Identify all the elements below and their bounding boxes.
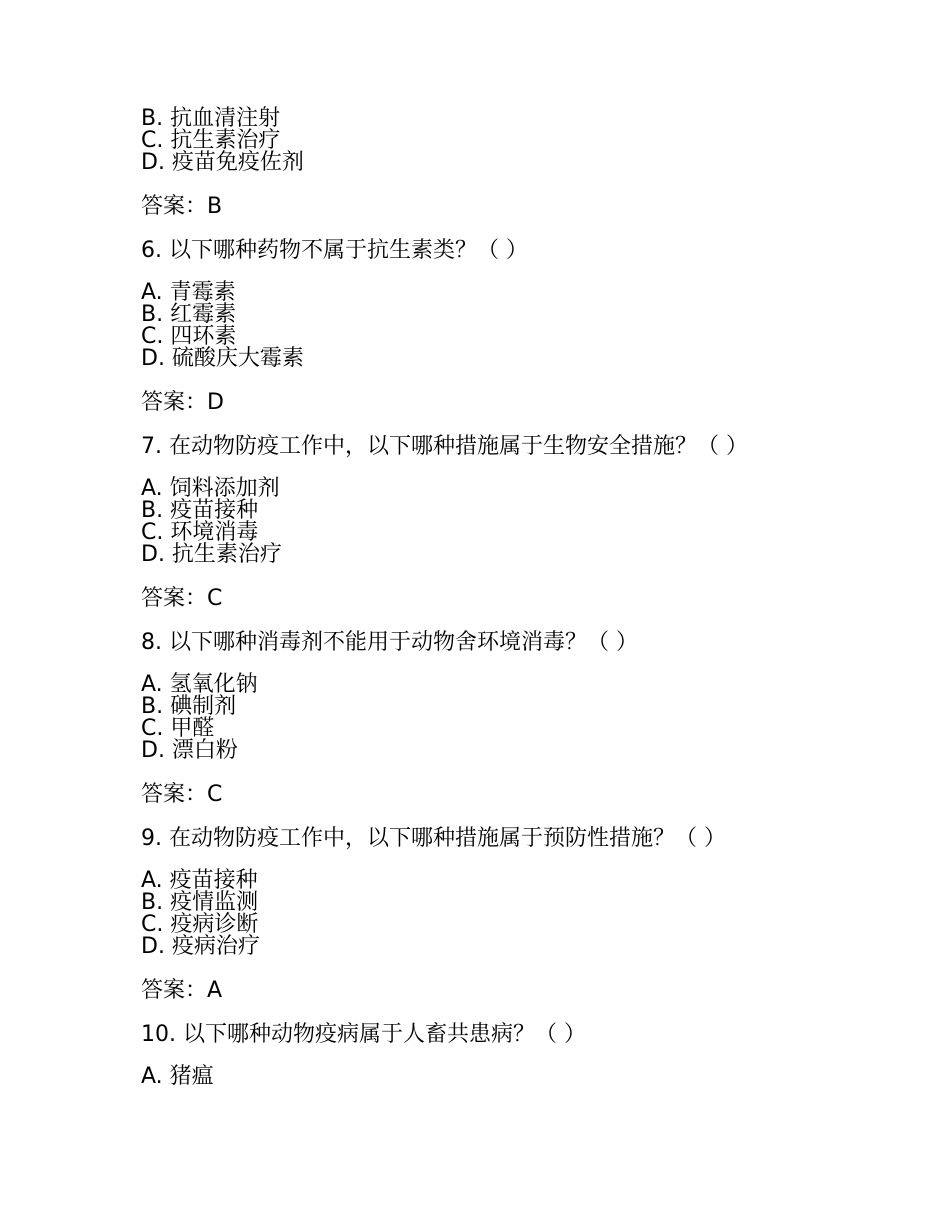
answer-label: 答案：: [141, 782, 208, 807]
option-item: A. 饲料添加剂: [141, 476, 280, 501]
answer-line: [141, 194, 821, 220]
question-text: 在动物防疫工作中，以下哪种措施属于生物安全措施？（ ）: [169, 434, 748, 459]
answer-value: B: [207, 194, 223, 219]
option-list: [141, 1066, 821, 1088]
option-item: D. 疫苗免疫佐剂: [141, 150, 304, 175]
question-number: 8.: [141, 630, 162, 655]
question-spacer: [162, 826, 169, 851]
option-list: [141, 108, 821, 174]
question: [141, 1022, 821, 1048]
question-spacer: [162, 630, 169, 655]
option-item: D. 硫酸庆大霉素: [141, 346, 304, 371]
question-number: 10.: [141, 1022, 176, 1047]
answer-line: [141, 390, 821, 416]
question-spacer: [176, 1022, 183, 1047]
option-item: C. 环境消毒: [141, 520, 259, 545]
option-item: A. 疫苗接种: [141, 868, 258, 893]
answer-line: [141, 978, 821, 1004]
answer-value: C: [207, 586, 223, 611]
option-item: B. 抗血清注射: [141, 106, 281, 131]
quiz-content: [141, 108, 821, 1088]
option-item: D. 漂白粉: [141, 738, 238, 763]
option-item: A. 氢氧化钠: [141, 672, 258, 697]
option-list: [141, 282, 821, 370]
question-text: 以下哪种动物疫病属于人畜共患病？（ ）: [183, 1022, 586, 1047]
option-item: C. 抗生素治疗: [141, 128, 281, 153]
question-text: 在动物防疫工作中，以下哪种措施属于预防性措施？（ ）: [169, 826, 726, 851]
answer-label: 答案：: [141, 586, 208, 611]
question-number: 7.: [141, 434, 162, 459]
option-item: D. 疫病治疗: [141, 934, 260, 959]
option-item: B. 红霉素: [141, 302, 237, 327]
option-item: B. 碘制剂: [141, 694, 237, 719]
answer-line: [141, 586, 821, 612]
option-item: C. 四环素: [141, 324, 237, 349]
option-list: [141, 870, 821, 958]
question-text: 以下哪种消毒剂不能用于动物舍环境消毒？（ ）: [169, 630, 638, 655]
answer-value: A: [207, 978, 223, 1003]
question: [141, 630, 821, 656]
option-item: C. 甲醛: [141, 716, 215, 741]
option-list: [141, 478, 821, 566]
answer-label: 答案：: [141, 390, 208, 415]
option-item: B. 疫苗接种: [141, 498, 259, 523]
question-spacer: [162, 434, 169, 459]
option-item: C. 疫病诊断: [141, 912, 259, 937]
answer-value: C: [207, 782, 223, 807]
question-number: 9.: [141, 826, 162, 851]
answer-value: D: [207, 390, 224, 415]
question-number: 6.: [141, 238, 162, 263]
option-item: B. 疫情监测: [141, 890, 259, 915]
option-item: A. 青霉素: [141, 280, 236, 305]
question: [141, 238, 821, 264]
question-spacer: [162, 238, 169, 263]
answer-line: [141, 782, 821, 808]
answer-label: 答案：: [141, 194, 208, 219]
question: [141, 826, 821, 852]
question-text: 以下哪种药物不属于抗生素类？（ ）: [169, 238, 528, 263]
option-list: [141, 674, 821, 762]
option-item: D. 抗生素治疗: [141, 542, 282, 567]
option-item: A. 猪瘟: [141, 1064, 214, 1089]
question: [141, 434, 821, 460]
answer-label: 答案：: [141, 978, 208, 1003]
